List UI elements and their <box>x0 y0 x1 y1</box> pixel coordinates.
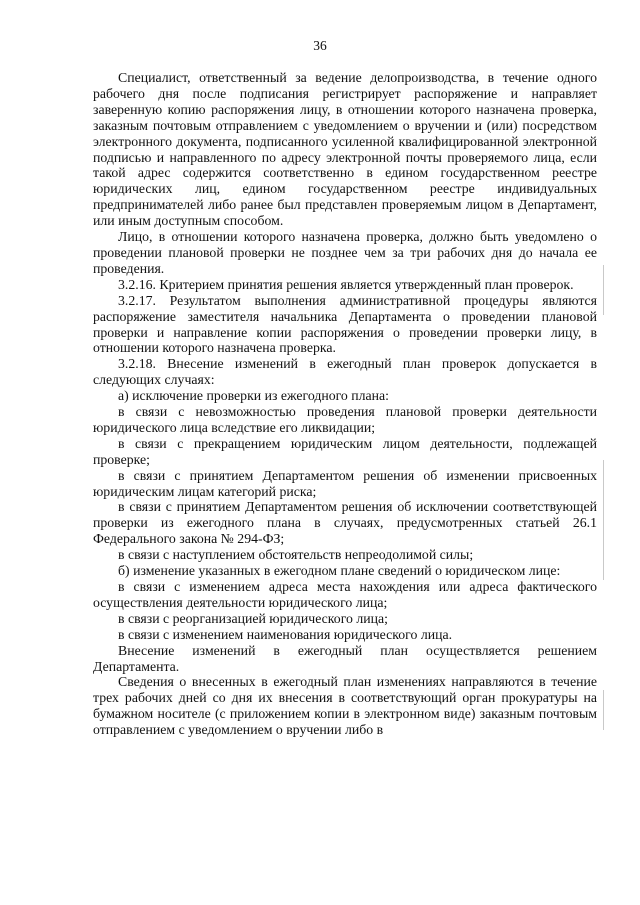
scan-edge-mark <box>603 265 604 315</box>
page-number: 36 <box>313 38 327 53</box>
list-item-a: а) исключение проверки из ежегодного плана: <box>118 388 390 404</box>
paragraph-notification: Лицо, в отношении которого назначена проверка, должно быть уведомлено о проведении плановой проверки не позднее чем за три рабочих дня до начала ее проведения. <box>93 229 597 276</box>
list-item-liquidation: в связи с невозможностью проведения плановой проверки деятельности юридического лица вследствие его ликвидации; <box>93 404 597 435</box>
list-item-name-change: в связи с изменением наименования юридического лица. <box>118 626 453 642</box>
paragraph-prosecutor-info: Сведения о внесенных в ежегодный план изменениях направляются в течение трех рабочих дней со дня их внесения в соответствующий орган прокуратуры на бумажном носителе (с приложением копии в электронном виде) заказным почтовым отправлением с уведомлением о вручении либо в <box>93 674 597 738</box>
list-item-termination: в связи с прекращением юридическим лицом деятельности, подлежащей проверке; <box>93 435 597 467</box>
list-item-b: б) изменение указанных в ежегодном плане сведений о юридическом лице: <box>118 563 561 579</box>
paragraph-3-2-16: 3.2.16. Критерием принятия решения является утвержденный план проверок. <box>118 276 574 292</box>
paragraph-3-2-18: 3.2.18. Внесение изменений в ежегодный план проверок допускается в следующих случаях: <box>93 356 597 388</box>
paragraph-registration: Специалист, ответственный за ведение делопроизводства, в течение одного рабочего дня после подписания регистрирует распоряжение и направляет заверенную копию распоряжения лицу, в отношении которого назначена проверка, заказным почтовым отправлением с уведомлением о вручении и (или) посредством электронного документа, подписанного усиленной квалифицированной электронной подписью и направленного по адресу электронной почты проверяемого лица, если такой адрес содержится соответственно в едином государственном реестре юридических лиц, едином государственном реестре индивидуальных предпринимателей либо ранее был представлен проверяемым лицом в Департамент, или иным доступным способом. <box>93 70 597 229</box>
list-item-force-majeure: в связи с наступлением обстоятельств непреодолимой силы; <box>118 547 474 563</box>
document-body <box>93 70 597 738</box>
paragraph-3-2-17: 3.2.17. Результатом выполнения административной процедуры являются распоряжение заместителя начальника Департамента о проведении плановой проверки и направление копии распоряжения о проведении проверки лицу, в отношении которого назначена проверка. <box>93 292 597 356</box>
list-item-risk-category: в связи с принятием Департаментом решения об изменении присвоенных юридическим лицам категорий риска; <box>93 467 597 499</box>
scan-edge-mark <box>603 460 604 580</box>
list-item-exclusion: в связи с принятием Департаментом решения об исключении соответствующей проверки из ежегодного плана в случаях, предусмотренных статьей 26.1 Федерального закона № 294-ФЗ; <box>93 499 597 547</box>
paragraph-plan-changes: Внесение изменений в ежегодный план осуществляется решением Департамента. <box>93 642 597 674</box>
list-item-reorganization: в связи с реорганизацией юридического лица; <box>118 610 388 626</box>
scan-edge-mark <box>603 690 604 730</box>
list-item-address-change: в связи с изменением адреса места нахождения или адреса фактического осуществления деятельности юридического лица; <box>93 579 597 610</box>
